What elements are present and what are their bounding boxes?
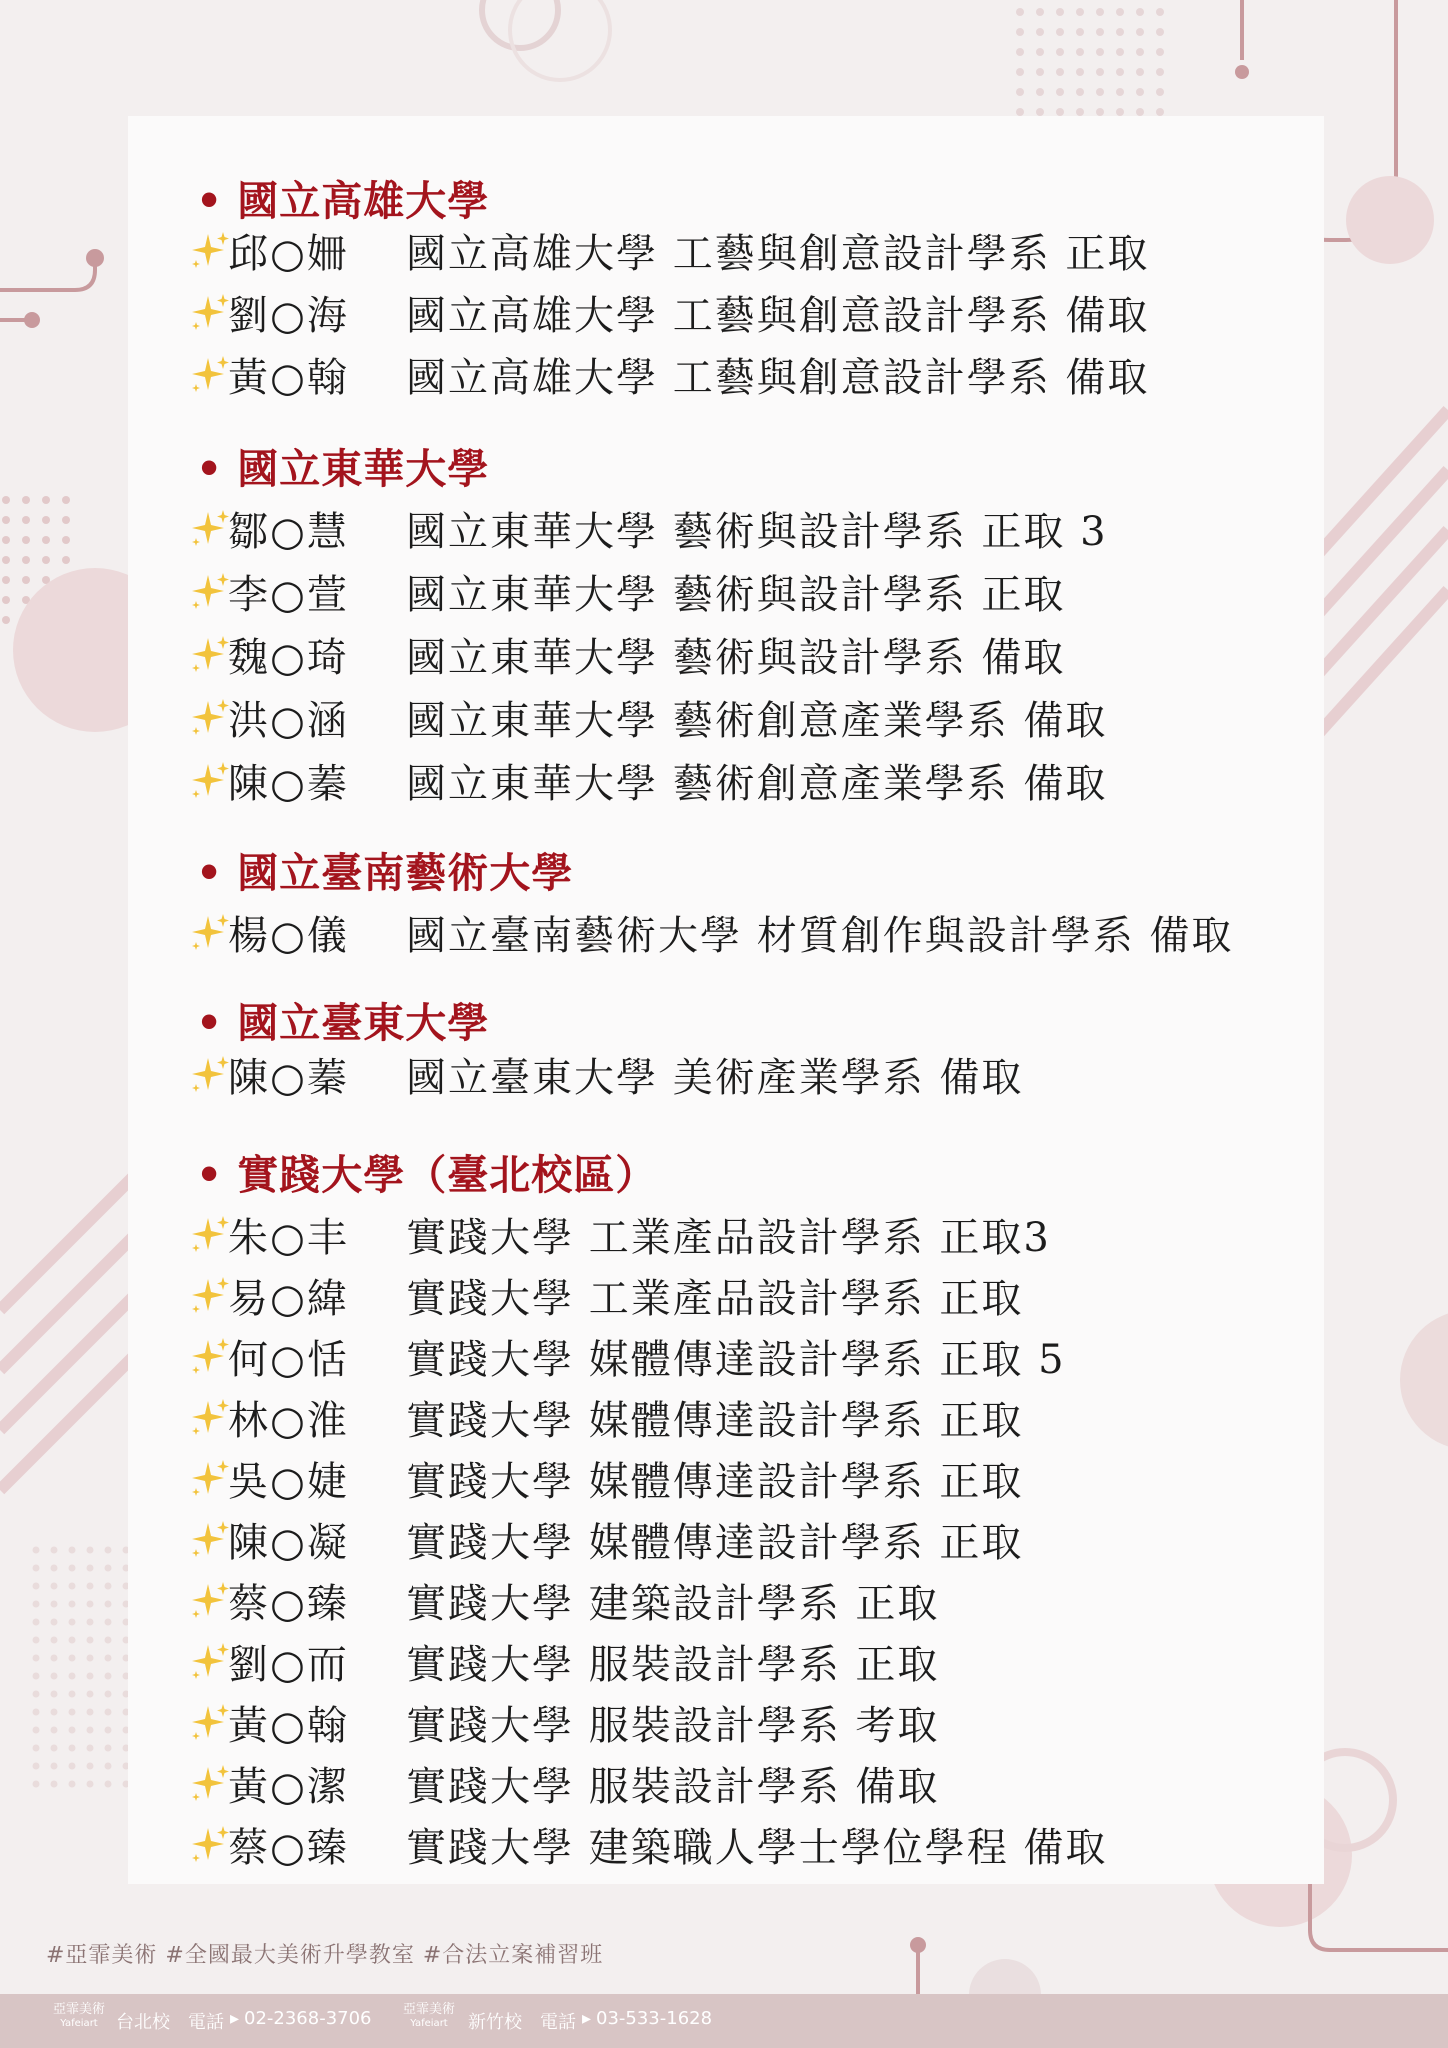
admission-detail: 實踐大學 媒體傳達設計學系 正取 (406, 1459, 1024, 1505)
admission-detail: 實踐大學 媒體傳達設計學系 正取 (406, 1398, 1024, 1444)
section-title (196, 1142, 657, 1201)
footer-logo-en: Yafeiart (60, 2018, 98, 2029)
student-name: 黃○潔 (228, 1764, 349, 1810)
footer-phone-hsinchu: 03-533-1628 (596, 2008, 713, 2029)
bullet-icon: • (196, 849, 224, 897)
section-title (196, 168, 489, 227)
footer-hashtags: #亞霏美術 #全國最大美術升學教室 #合法立案補習班 (46, 1943, 604, 1968)
admission-detail: 國立東華大學 藝術創意產業學系 備取 (406, 698, 1108, 744)
sparkle-icon (188, 1702, 232, 1746)
footer-arrow-icon-2: ▸ (582, 2008, 592, 2029)
sparkle-icon (188, 1214, 232, 1258)
student-name: 蔡○臻 (228, 1825, 349, 1871)
sparkle-icon (188, 634, 232, 678)
admission-detail: 實踐大學 服裝設計學系 考取 (406, 1703, 940, 1749)
student-name: 易○緯 (228, 1276, 349, 1322)
student-name: 劉○而 (228, 1642, 349, 1688)
student-name: 朱○丰 (228, 1215, 349, 1261)
admission-detail: 國立臺南藝術大學 材質創作與設計學系 備取 (406, 913, 1234, 959)
student-name: 楊○儀 (228, 913, 349, 959)
bullet-icon: • (196, 177, 224, 225)
student-name: 林○淮 (228, 1398, 349, 1444)
footer-phone-label-2: 電話 (540, 2012, 576, 2033)
section-title (196, 990, 489, 1049)
student-name: 劉○海 (228, 293, 349, 339)
bullet-icon: • (196, 1151, 224, 1199)
bullet-icon: • (196, 445, 224, 493)
section-title-text: 國立東華大學 (237, 445, 490, 493)
student-name: 魏○琦 (228, 635, 349, 681)
student-name: 陳○蓁 (228, 761, 349, 807)
sparkle-icon (188, 292, 232, 336)
student-name: 洪○涵 (228, 698, 349, 744)
sparkle-icon (188, 1641, 232, 1685)
sparkle-icon (188, 1458, 232, 1502)
sparkle-icon (188, 1824, 232, 1868)
footer-campus-hsinchu: 新竹校 (468, 2012, 522, 2033)
admission-detail: 國立東華大學 藝術創意產業學系 備取 (406, 761, 1108, 807)
sparkle-icon (188, 697, 232, 741)
sparkle-icon (188, 1054, 232, 1098)
sparkle-icon (188, 508, 232, 552)
student-name: 吳○婕 (228, 1459, 349, 1505)
admission-detail: 實踐大學 媒體傳達設計學系 正取 5 (406, 1337, 1066, 1383)
admission-detail: 國立高雄大學 工藝與創意設計學系 正取 (406, 231, 1150, 277)
sparkle-icon (188, 354, 232, 398)
sparkle-icon (188, 1275, 232, 1319)
admission-detail: 實踐大學 媒體傳達設計學系 正取 (406, 1520, 1024, 1566)
footer-phone-taipei: 02-2368-3706 (244, 2008, 372, 2029)
section-title (196, 436, 489, 495)
student-name: 鄒○慧 (228, 509, 349, 555)
admission-detail: 實踐大學 服裝設計學系 正取 (406, 1642, 940, 1688)
admission-detail: 實踐大學 服裝設計學系 備取 (406, 1764, 940, 1810)
admission-detail: 國立高雄大學 工藝與創意設計學系 備取 (406, 355, 1150, 401)
footer-campus-taipei: 台北校 (116, 2012, 170, 2033)
section-title (196, 840, 573, 899)
student-name: 何○恬 (228, 1337, 349, 1383)
section-title-text: 國立臺東大學 (237, 999, 490, 1047)
sparkle-icon (188, 1336, 232, 1380)
sparkle-icon (188, 760, 232, 804)
admission-detail: 實踐大學 建築職人學士學位學程 備取 (406, 1825, 1108, 1871)
admission-detail: 實踐大學 工業產品設計學系 正取3 (406, 1215, 1051, 1261)
sparkle-icon (188, 912, 232, 956)
sparkle-icon (188, 1580, 232, 1624)
footer-logo-cn-2: 亞霏美術 (402, 2002, 455, 2017)
admission-detail: 實踐大學 建築設計學系 正取 (406, 1581, 940, 1627)
footer-phone-label-1: 電話 (188, 2012, 224, 2033)
footer-logo-cn: 亞霏美術 (52, 2002, 105, 2017)
footer-logo-en-2: Yafeiart (410, 2018, 448, 2029)
footer-logo-2 (394, 2002, 464, 2030)
admission-detail: 國立東華大學 藝術與設計學系 正取 3 (406, 509, 1108, 555)
section-title-text: 國立高雄大學 (237, 177, 490, 225)
admission-detail: 國立高雄大學 工藝與創意設計學系 備取 (406, 293, 1150, 339)
admission-detail: 國立臺東大學 美術產業學系 備取 (406, 1055, 1024, 1101)
section-title-text: 實踐大學（臺北校區） (237, 1151, 658, 1199)
admission-detail: 國立東華大學 藝術與設計學系 備取 (406, 635, 1066, 681)
footer-logo (44, 2002, 114, 2030)
student-name: 陳○凝 (228, 1520, 349, 1566)
student-name: 陳○蓁 (228, 1055, 349, 1101)
student-name: 李○萱 (228, 572, 349, 618)
student-name: 黃○翰 (228, 1703, 349, 1749)
footer-arrow-icon: ▸ (230, 2008, 240, 2029)
sparkle-icon (188, 1519, 232, 1563)
sparkle-icon (188, 571, 232, 615)
student-name: 黃○翰 (228, 355, 349, 401)
admission-detail: 實踐大學 工業產品設計學系 正取 (406, 1276, 1024, 1322)
student-name: 邱○姍 (228, 231, 349, 277)
section-title-text: 國立臺南藝術大學 (237, 849, 574, 897)
sparkle-icon (188, 1397, 232, 1441)
admission-detail: 國立東華大學 藝術與設計學系 正取 (406, 572, 1066, 618)
sparkle-icon (188, 230, 232, 274)
sparkle-icon (188, 1763, 232, 1807)
student-name: 蔡○臻 (228, 1581, 349, 1627)
bullet-icon: • (196, 999, 224, 1047)
